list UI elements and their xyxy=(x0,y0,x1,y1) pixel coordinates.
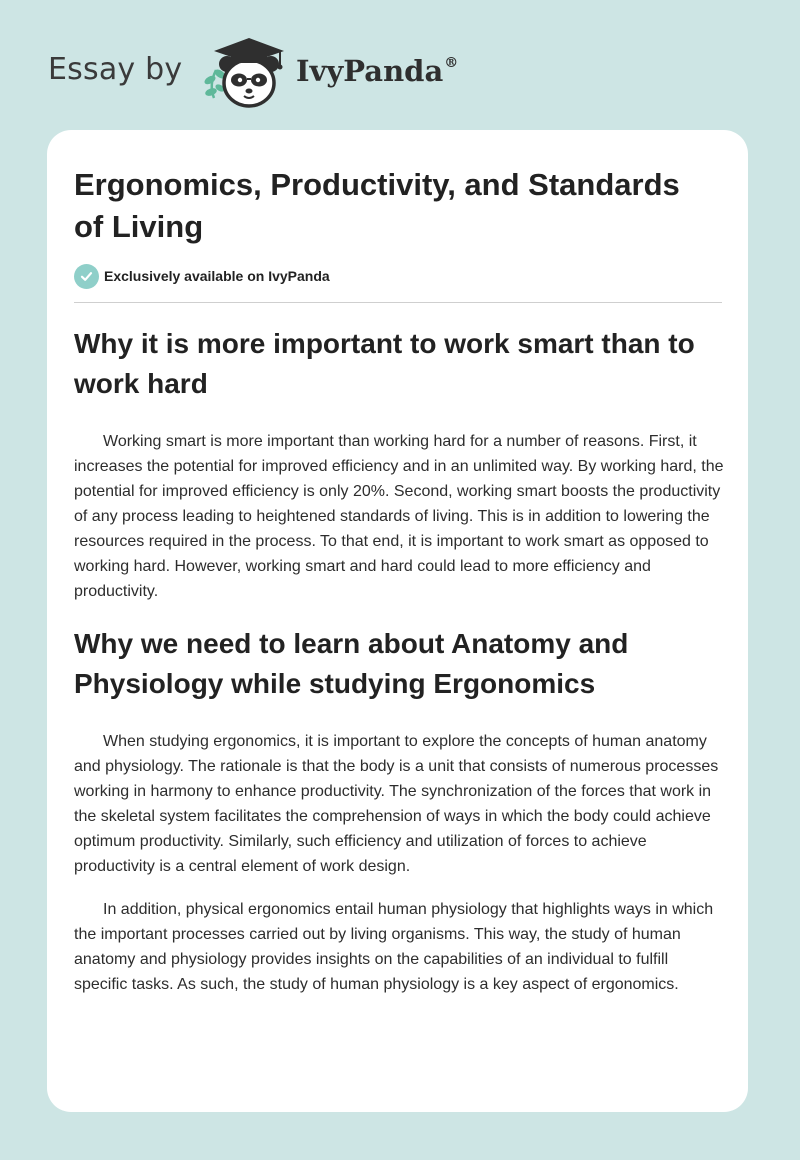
title-divider xyxy=(74,302,722,303)
site-header xyxy=(48,34,508,110)
brand-name[interactable] xyxy=(296,54,458,88)
exclusive-badge xyxy=(74,263,330,289)
paragraph: In addition, physical ergonomics entail human physiology that highlights ways in which the important processes carried out by living organisms. This way, the study of human anatomy and physiology provides insights on the capabilities of an individual to fulfill specific tasks. As such, the study of human physiology is a key aspect of ergonomics. xyxy=(74,901,714,993)
panda-graduate-icon[interactable] xyxy=(200,34,292,110)
registered-mark: ® xyxy=(444,55,459,71)
section-heading-work-smart: Why it is more important to work smart than to work hard xyxy=(74,328,695,399)
page-title: Ergonomics, Productivity, and Standards of Living xyxy=(74,167,680,244)
essay-card xyxy=(47,130,748,1112)
paragraph: Working smart is more important than working hard for a number of reasons. First, it increases the potential for improved efficiency and in an unlimited way. By working hard, the potential for improved efficiency is only 20%. Second, working smart boosts the productivity of any process leading to heightened standards of living. This is in addition to lowering the resources required in the process. To that end, it is important to work smart as opposed to working hard. However, working smart and hard could lead to more efficiency and productivity. xyxy=(74,433,724,600)
brand-prefix: Essay by xyxy=(48,52,183,87)
section-heading-anatomy: Why we need to learn about Anatomy and Physiology while studying Ergonomics xyxy=(74,628,629,699)
paragraph: When studying ergonomics, it is important to explore the concepts of human anatomy and physiology. The rationale is that the body is a unit that consists of numerous processes working in harmony to enhance productivity. The synchronization of the forces that work in the skeletal system facilitates the comprehension of ways in which the body could achieve optimum productivity. Similarly, such efficiency and utilization of forces to achieve productivity is a central element of work design. xyxy=(74,733,719,875)
essay-body xyxy=(74,324,724,997)
exclusive-label: Exclusively available on IvyPanda xyxy=(104,268,330,284)
brand-name-text: IvyPanda xyxy=(296,54,444,88)
check-icon xyxy=(74,264,99,289)
